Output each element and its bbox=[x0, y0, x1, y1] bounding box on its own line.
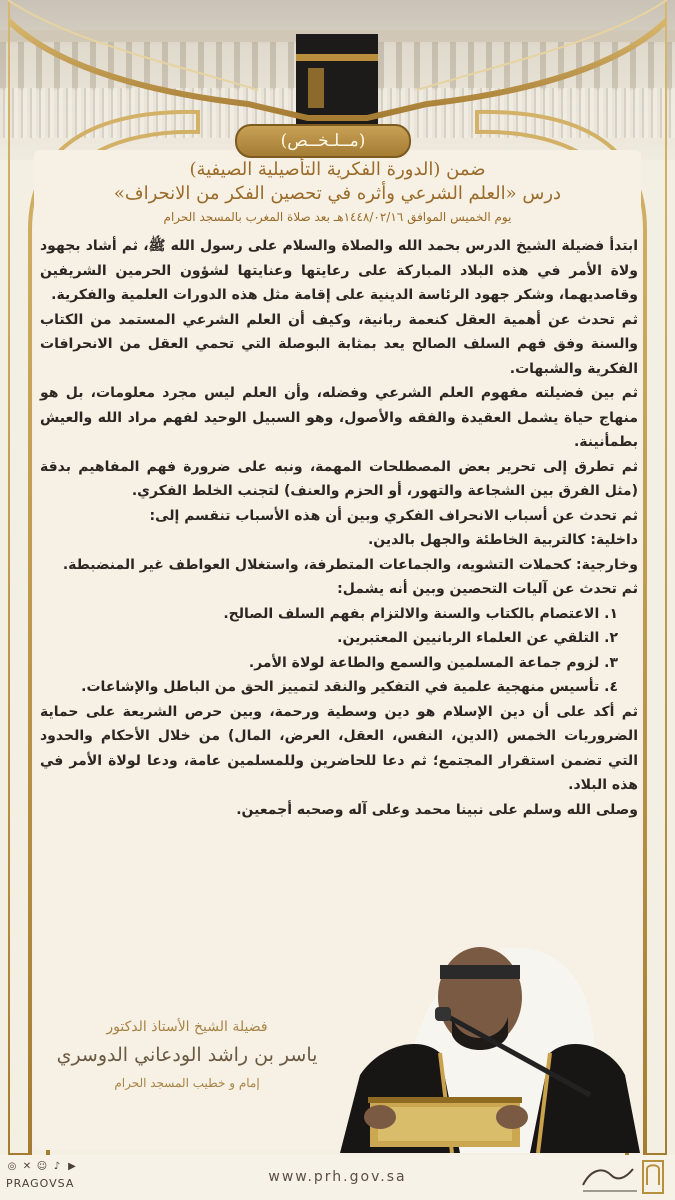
speaker-honorific: فضيلة الشيخ الأستاذ الدكتور bbox=[106, 1019, 268, 1035]
lesson-title: درس «العلم الشرعي وأثره في تحصين الفكر من الانحراف» bbox=[113, 183, 562, 204]
speaker-signature bbox=[38, 1016, 336, 1094]
paragraph: ابتدأ فضيلة الشيخ الدرس بحمد الله والصلاة والسلام على رسول الله ﷺ، ثم أشاد بجهود ولاة الأمر في هذه البلاد المباركة على رعايتها وعنايتها لشؤون الحرمين الشريفين وقاصديهما، وشكر جهود الرئاسة الدينية على إقامة مثل هذه الدورات العلمية والفكرية. bbox=[40, 238, 638, 303]
lesson-date: يوم الخميس الموافق ١٤٤٨/٠٢/١٦هـ بعد صلاة المغرب بالمسجد الحرام bbox=[163, 210, 512, 224]
speaker-role: إمام و خطيب المسجد الحرام bbox=[114, 1076, 260, 1090]
paragraph: ثم تطرق إلى تحرير بعض المصطلحات المهمة، ونبه على ضرورة فهم المفاهيم بدقة (مثل الفرق بين الشجاعة والتهور، أو الحزم والعنف) لتجنب الخلط الفكري. bbox=[40, 458, 638, 499]
instagram-icon[interactable]: ◎ bbox=[7, 1161, 17, 1172]
summary-body bbox=[40, 234, 638, 822]
snapchat-icon[interactable]: ☺ bbox=[36, 1161, 48, 1172]
protection-list bbox=[40, 602, 638, 700]
paragraph: داخلية: كالتربية الخاطئة والجهل بالدين. bbox=[367, 532, 638, 548]
summary-badge: (مــلـخــص) bbox=[235, 124, 411, 158]
website-url[interactable]: www.prh.gov.sa bbox=[268, 1169, 407, 1185]
paragraph: ثم أكد على أن دين الإسلام هو دين وسطية ورحمة، وبين حرص الشريعة على حماية الضروريات الخمس (الدين، النفس، العقل، العرض، المال) من خلال الأحكام والحدود التي تضمن استقرار المجتمع؛ ثم دعا للحاضرين وللمسلمين عامة، ودعا لولاة الأمر في هذه البلاد. bbox=[40, 703, 638, 793]
footer bbox=[0, 1155, 675, 1200]
social-handle: PRAGOVSA bbox=[6, 1177, 75, 1190]
lesson-titles bbox=[40, 158, 635, 228]
list-item: ١. الاعتصام بالكتاب والسنة والالتزام بفهم السلف الصالح. bbox=[223, 605, 618, 622]
speaker-name: ياسر بن راشد الودعاني الدوسري bbox=[56, 1044, 318, 1066]
list-item: ٤. تأسيس منهجية علمية في التفكير والنقد لتمييز الحق من الباطل والإشاعات. bbox=[81, 679, 618, 695]
course-title: ضمن (الدورة الفكرية التأصيلية الصيفية) bbox=[189, 159, 486, 180]
paragraph: ثم تحدث عن أهمية العقل كنعمة ربانية، وكيف أن العلم الشرعي المستمد من الكتاب والسنة وفق فهم السلف الصالح يعد بمثابة البوصلة التي تحمي العقل من الانحرافات الفكرية والشبهات. bbox=[40, 311, 638, 377]
tiktok-icon[interactable]: ♪ bbox=[53, 1161, 61, 1172]
list-item: ٢. التلقي عن العلماء الربانيين المعتبرين. bbox=[337, 630, 618, 646]
list-item: ٣. لزوم جماعة المسلمين والسمع والطاعة لولاة الأمر. bbox=[248, 654, 618, 671]
paragraph: ثم بين فضيلته مفهوم العلم الشرعي وفضله، وأن العلم ليس مجرد معلومات، بل هو منهاج حياة يشمل العقيدة والفقه والأصول، وهو السبيل الوحيد لفهم مراد الله والعيش بطمأنينة. bbox=[40, 385, 638, 450]
paragraph: وصلى الله وسلم على نبينا محمد وعلى آله وصحبه أجمعين. bbox=[236, 801, 638, 818]
paragraph: ثم تحدث عن أسباب الانحراف الفكري وبين أن هذه الأسباب تنقسم إلى: bbox=[149, 507, 638, 524]
youtube-icon[interactable]: ▶ bbox=[68, 1161, 76, 1172]
paragraph: وخارجية: كحملات التشويه، والجماعات المتطرفة، واستغلال العواطف غير المنضبطة. bbox=[62, 556, 638, 573]
x-icon[interactable]: ✕ bbox=[22, 1161, 32, 1172]
speaker-portrait bbox=[340, 925, 640, 1153]
presidency-logo bbox=[577, 1155, 667, 1199]
kaaba-image bbox=[296, 34, 378, 124]
paragraph: ثم تحدث عن آليات التحصين وبين أنه يشمل: bbox=[337, 581, 638, 597]
